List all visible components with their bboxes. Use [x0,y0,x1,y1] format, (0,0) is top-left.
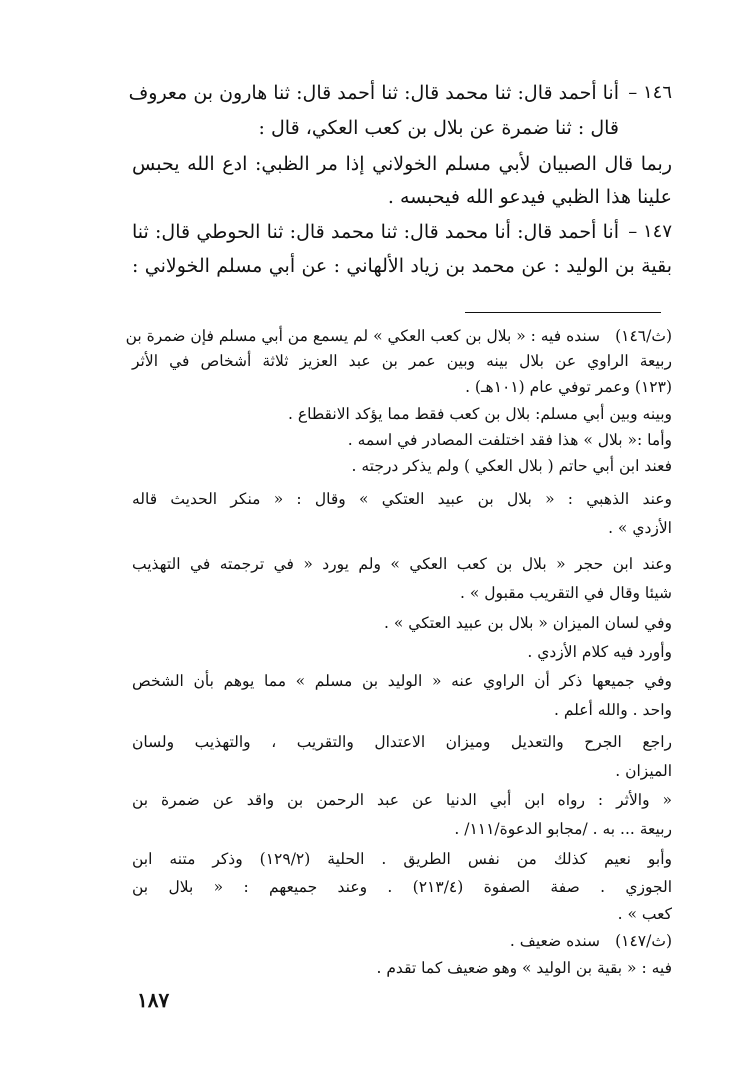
entry-line: أنا أحمد قال: أنا محمد قال: ثنا محمد قال: ثنا الحوطي قال: ثنا [132,221,619,243]
footnote-line: الميزان . [615,762,672,780]
footnote-line: كعب » . [617,905,672,923]
footnote-line: شيئا وقال في التقريب مقبول » . [460,584,672,602]
footnote-line: فيه : « بقية بن الوليد » وهو ضعيف كما تقدم . [376,959,672,977]
footnote-line: وفي لسان الميزان « بلال بن عبيد العتكي » . [384,614,672,632]
footnote-line: وعند ابن حجر « بلال بن كعب العكي » ولم يورد « في ترجمته في التهذيب [132,555,672,573]
footnote-line: وبينه وبين أبي مسلم: بلال بن كعب فقط مما يؤكد الانقطاع . [288,405,672,423]
footnote-marker: (ث/١٤٦) [615,327,672,345]
footnote-line: وأما :« بلال » هذا فقد اختلفت المصادر في اسمه . [347,431,672,449]
entry-line: علينا هذا الظبي فيدعو الله فيحبسه . [387,186,672,208]
entry-number: ١٤٧ – [628,221,672,242]
footnote-line: واحد . والله أعلم . [553,701,672,719]
entry-number: ١٤٦ – [628,82,672,103]
footnote-divider [465,312,661,313]
footnote-line: وأورد فيه كلام الأزدي . [527,643,672,661]
entry-line: بقية بن الوليد : عن محمد بن زياد الألهاني : عن أبي مسلم الخولاني : [132,255,672,277]
footnote-line: الأزدي » . [608,519,672,537]
entry-line: أنا أحمد قال: ثنا محمد قال: ثنا أحمد قال: ثنا هارون بن معروف [128,82,619,104]
footnote-line: راجع الجرح والتعديل وميزان الاعتدال والتقريب ، والتهذيب ولسان [132,733,672,751]
footnote-line: وأبو نعيم كذلك من نفس الطريق . الحلية (١٢٩/٢) وذكر متنه ابن [132,850,672,868]
footnote-line: (١٢٣) وعمر توفي عام (١٠١هـ) . [465,378,672,396]
page-number: ١٨٧ [137,988,170,1012]
footnote-line: الجوزي . صفة الصفوة (٢١٣/٤) . وعند جميعهم : « بلال بن [132,878,673,896]
footnote-line: ربيعة ... به . /مجابو الدعوة/١١١/ . [454,820,672,838]
footnote-line: وعند الذهبي : « بلال بن عبيد العتكي » وقال : « منكر الحديث قاله [132,490,672,508]
footnote-line: سنده فيه : « بلال بن كعب العكي » لم يسمع من أبي مسلم فإن ضمرة بن [125,327,600,345]
footnote-line: « والأثر : رواه ابن أبي الدنيا عن عبد الرحمن بن واقد عن ضمرة بن [132,791,672,809]
footnote-line: ربيعة الراوي عن بلال بينه وبين عمر بن عبد العزيز ثلاثة أشخاص في الأثر [132,352,672,370]
footnote-line: سنده ضعيف . [509,932,600,950]
footnote-line: فعند ابن أبي حاتم ( بلال العكي ) ولم يذكر درجته . [351,457,672,475]
entry-line: قال : ثنا ضمرة عن بلال بن كعب العكي، قال : [258,117,619,139]
entry-line: ربما قال الصبيان لأبي مسلم الخولاني إذا مر الظبي: ادع الله يحبس [132,153,672,175]
footnote-marker: (ث/١٤٧) [615,932,672,950]
footnote-line: وفي جميعها ذكر أن الراوي عنه « الوليد بن مسلم » مما يوهم بأن الشخص [132,672,672,690]
